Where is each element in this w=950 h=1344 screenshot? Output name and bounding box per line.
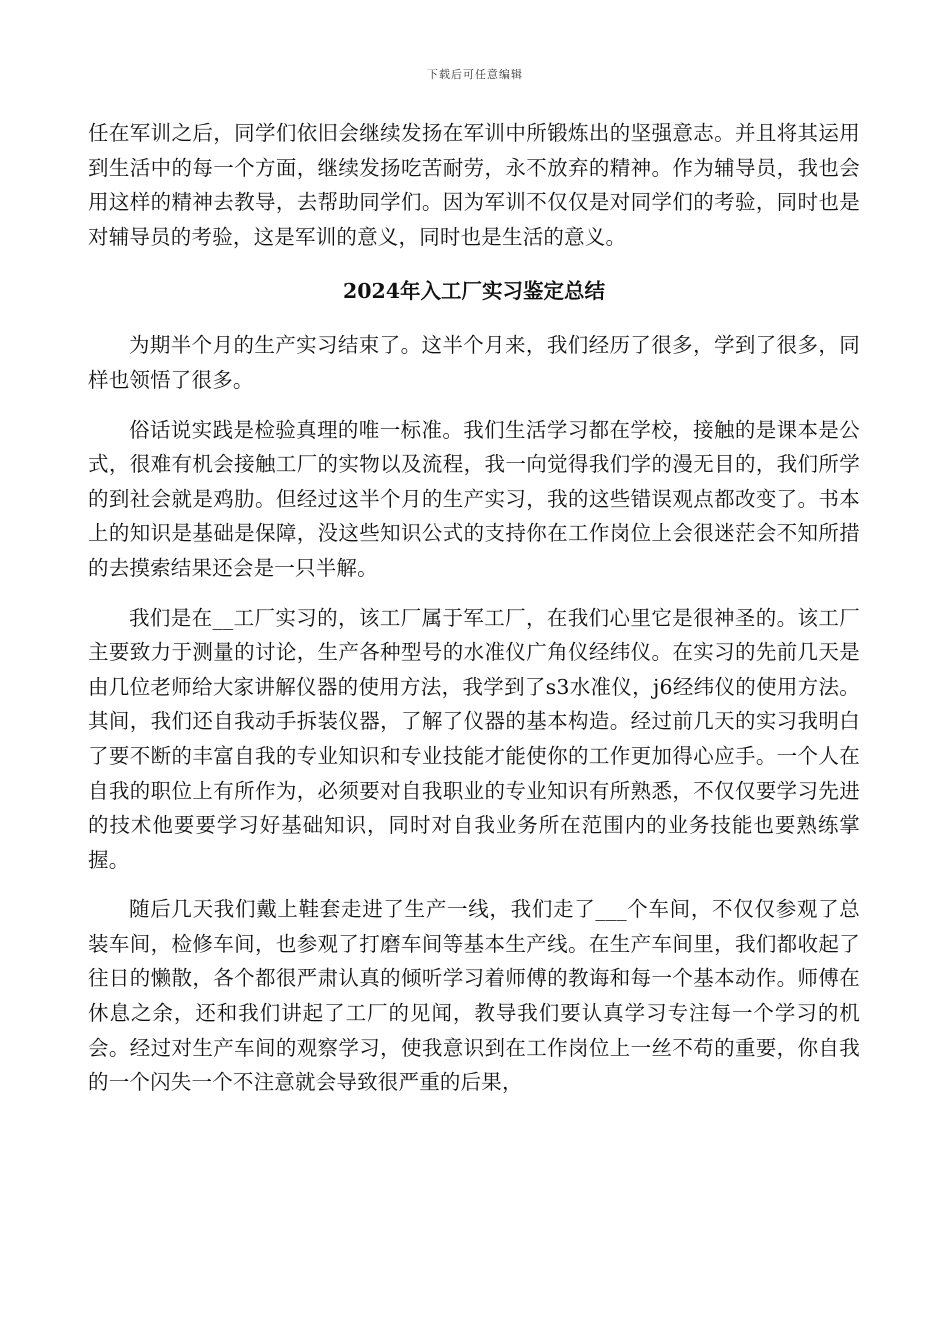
section-title: 2024年入工厂实习鉴定总结 [342,279,606,304]
intro-paragraph: 任在军训之后，同学们依旧会继续发扬在军训中所锻炼出的坚强意志。并且将其运用到生活中的每一个方面，继续发扬吃苦耐劳，永不放弃的精神。作为辅导员，我也会用这样的精神去教导，去帮助同学们。因为军训不仅仅是对同学们的考验，同时也是对辅导员的考验，这是军训的意义，同时也是生活的意义。 [88,121,860,249]
paragraph: 随后几天我们戴上鞋套走进了生产一线，我们走了___个车间，不仅仅参观了总装车间，检修车间，也参观了打磨车间等基本生产线。在生产车间里，我们都收起了往日的懒散，各个都很严肃认真的倾听学习着师傅的教诲和每一个基本动作。师傅在休息之余，还和我们讲起了工厂的见闻，教导我们要认真学习专注每一个学习的机会。经过对生产车间的观察学习，使我意识到在工作岗位上一丝不苟的重要，你自我的一个闪失一个不注意就会导致很严重的后果， [88,897,860,1095]
document-body [88,116,860,1100]
page-header: 下载后可任意编辑 [427,68,523,81]
paragraph: 为期半个月的生产实习结束了。这半个月来，我们经历了很多，学到了很多，同样也领悟了很多。 [88,333,860,392]
paragraph: 俗话说实践是检验真理的唯一标准。我们生活学习都在学校，接触的是课本是公式，很难有机会接触工厂的实物以及流程，我一向觉得我们学的漫无目的，我们所学的到社会就是鸡肋。但经过这半个月的生产实习，我的这些错误观点都改变了。书本上的知识是基础是保障，没这些知识公式的支持你在工作岗位上会很迷茫会不知所措的去摸索结果还会是一只半解。 [88,417,860,580]
paragraph: 我们是在__工厂实习的，该工厂属于军工厂，在我们心里它是很神圣的。该工厂主要致力于测量的讨论，生产各种型号的水准仪广角仪经纬仪。在实习的先前几天是由几位老师给大家讲解仪器的使用方法，我学到了s3水准仪，j6经纬仪的使用方法。其间，我们还自我动手拆装仪器，了解了仪器的基本构造。经过前几天的实习我明白了要不断的丰富自我的专业知识和专业技能才能使你的工作更加得心应手。一个人在自我的职位上有所作为，必须要对自我职业的专业知识有所熟悉，不仅仅要学习先进的技术他要要学习好基础知识，同时对自我业务所在范围内的业务技能也要熟练掌握。 [88,605,860,872]
